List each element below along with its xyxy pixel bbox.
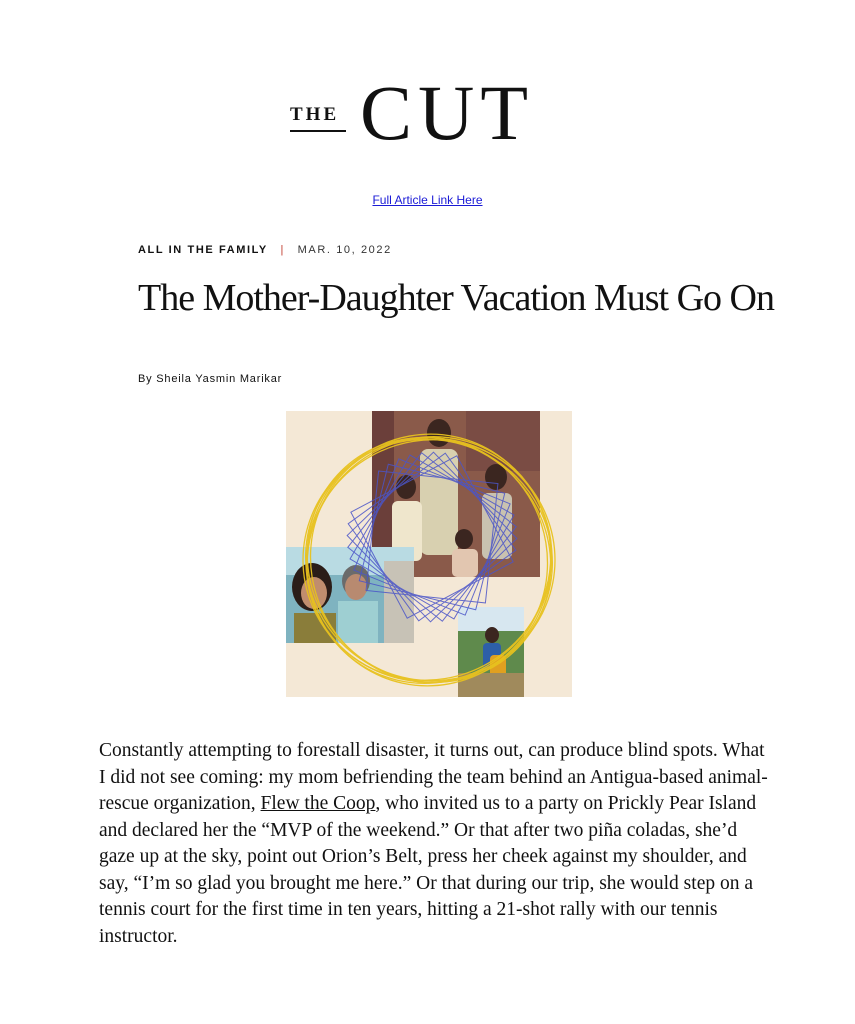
kicker-separator: | [280, 244, 285, 256]
publish-date: MAR. 10, 2022 [297, 244, 392, 256]
the-cut-logo[interactable] [290, 69, 570, 156]
logo-the-text: THE [290, 104, 340, 125]
article-byline: By Sheila Yasmin Marikar [138, 373, 283, 385]
logo-cut-text: CUT [360, 69, 534, 156]
collage-illustration [286, 411, 572, 697]
hero-collage-image [286, 411, 572, 697]
rubric-label[interactable]: ALL IN THE FAMILY [138, 244, 268, 256]
article-kicker [138, 244, 392, 256]
article-headline: The Mother-Daughter Vacation Must Go On [138, 277, 775, 319]
logo-rule [290, 130, 346, 132]
article-body-paragraph [99, 738, 769, 950]
full-article-link-row [0, 193, 855, 207]
body-text-before-link: Constantly attempting to forestall disaster, it turns out, can produce blind spots. What I did not see coming: my mom befriending the team behind an Antigua-based animal-rescue organization, [99, 740, 768, 814]
full-article-link[interactable]: Full Article Link Here [372, 193, 483, 207]
flew-the-coop-link[interactable]: Flew the Coop [260, 793, 376, 814]
body-text-after-link: , who invited us to a party on Prickly Pear Island and declared her the “MVP of the weekend.” Or that after two piña coladas, she’d gaze up at the sky, point out Orion’s Belt, press her cheek against my shoulder, and say, “I’m so glad you brought me here.” Or that during our trip, she would step on a tennis court for the first time in ten years, hitting a 21-shot rally with our tennis instructor. [99, 793, 757, 947]
